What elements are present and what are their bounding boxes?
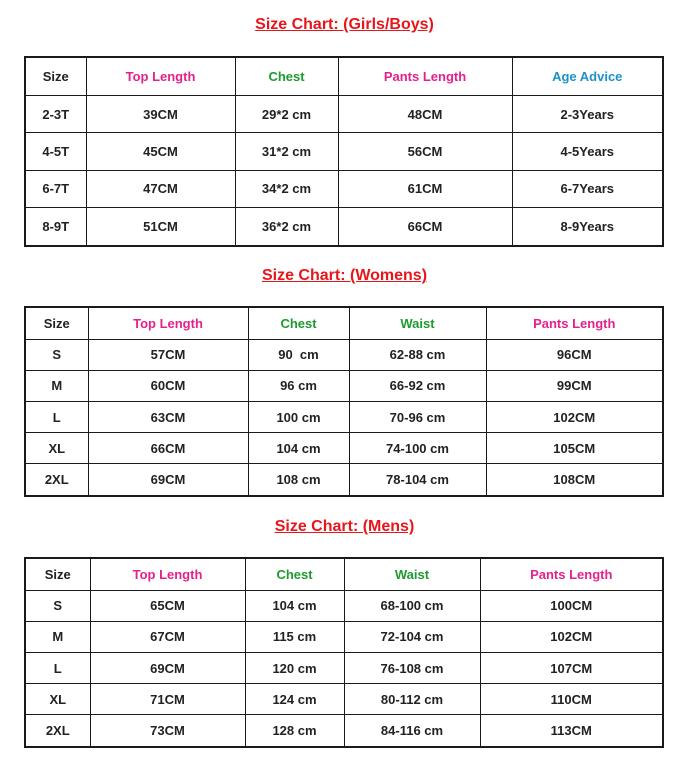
cell-size: 2-3T [25,96,86,133]
cell-top-length: 45CM [86,133,235,170]
cell-size: L [25,401,88,432]
cell-size: 4-5T [25,133,86,170]
cell-top-length: 63CM [88,401,248,432]
table-header-row [25,57,663,96]
header-waist: Waist [349,307,486,339]
cell-chest: 104 cm [245,590,344,621]
cell-pants-length: 56CM [338,133,512,170]
cell-pants-length: 110CM [480,684,663,715]
header-chest: Chest [245,558,344,590]
table-row [25,339,663,370]
cell-pants-length: 102CM [480,621,663,652]
table-row [25,170,663,207]
header-top-length: Top Length [90,558,245,590]
kids-size-table [24,56,664,247]
cell-waist: 80-112 cm [344,684,480,715]
table-row [25,401,663,432]
cell-size: XL [25,684,90,715]
kids-chart-title: Size Chart: (Girls/Boys) [255,16,434,33]
cell-size: S [25,590,90,621]
table-row [25,370,663,401]
header-pants-length: Pants Length [486,307,663,339]
cell-top-length: 47CM [86,170,235,207]
cell-chest: 124 cm [245,684,344,715]
cell-pants-length: 108CM [486,464,663,496]
cell-size: 6-7T [25,170,86,207]
header-age-advice: Age Advice [512,57,663,96]
cell-top-length: 65CM [90,590,245,621]
cell-chest: 104 cm [248,433,349,464]
cell-pants-length: 100CM [480,590,663,621]
table-row [25,464,663,496]
cell-age-advice: 4-5Years [512,133,663,170]
cell-top-length: 67CM [90,621,245,652]
cell-top-length: 69CM [88,464,248,496]
cell-waist: 84-116 cm [344,715,480,747]
cell-pants-length: 107CM [480,652,663,683]
header-chest: Chest [248,307,349,339]
cell-pants-length: 61CM [338,170,512,207]
cell-top-length: 71CM [90,684,245,715]
cell-chest: 29*2 cm [235,96,338,133]
cell-size: M [25,621,90,652]
table-row [25,207,663,246]
cell-age-advice: 6-7Years [512,170,663,207]
cell-size: 8-9T [25,207,86,246]
header-pants-length: Pants Length [480,558,663,590]
cell-chest: 120 cm [245,652,344,683]
header-size: Size [25,558,90,590]
cell-top-length: 73CM [90,715,245,747]
cell-top-length: 60CM [88,370,248,401]
cell-top-length: 66CM [88,433,248,464]
table-row [25,715,663,747]
cell-size: 2XL [25,464,88,496]
cell-waist: 72-104 cm [344,621,480,652]
cell-waist: 78-104 cm [349,464,486,496]
cell-chest: 128 cm [245,715,344,747]
cell-top-length: 51CM [86,207,235,246]
cell-chest: 31*2 cm [235,133,338,170]
cell-waist: 62-88 cm [349,339,486,370]
womens-size-table [24,306,664,497]
cell-size: XL [25,433,88,464]
header-size: Size [25,57,86,96]
cell-top-length: 39CM [86,96,235,133]
table-row [25,652,663,683]
header-top-length: Top Length [88,307,248,339]
cell-pants-length: 105CM [486,433,663,464]
womens-chart-title: Size Chart: (Womens) [261,267,428,284]
table-header-row [25,307,663,339]
mens-size-table [24,557,664,748]
cell-chest: 96 cm [248,370,349,401]
cell-top-length: 69CM [90,652,245,683]
cell-waist: 74-100 cm [349,433,486,464]
table-row [25,433,663,464]
header-top-length: Top Length [86,57,235,96]
header-waist: Waist [344,558,480,590]
cell-waist: 68-100 cm [344,590,480,621]
cell-age-advice: 2-3Years [512,96,663,133]
cell-pants-length: 102CM [486,401,663,432]
cell-waist: 66-92 cm [349,370,486,401]
cell-pants-length: 96CM [486,339,663,370]
cell-chest: 36*2 cm [235,207,338,246]
cell-chest: 100 cm [248,401,349,432]
cell-chest: 108 cm [248,464,349,496]
table-header-row [25,558,663,590]
table-row [25,133,663,170]
cell-size: 2XL [25,715,90,747]
cell-top-length: 57CM [88,339,248,370]
cell-size: S [25,339,88,370]
header-pants-length: Pants Length [338,57,512,96]
cell-age-advice: 8-9Years [512,207,663,246]
cell-chest: 34*2 cm [235,170,338,207]
cell-chest: 90 cm [248,339,349,370]
cell-pants-length: 48CM [338,96,512,133]
header-chest: Chest [235,57,338,96]
cell-chest: 115 cm [245,621,344,652]
table-row [25,96,663,133]
cell-pants-length: 99CM [486,370,663,401]
header-size: Size [25,307,88,339]
cell-pants-length: 113CM [480,715,663,747]
table-row [25,684,663,715]
table-row [25,590,663,621]
cell-pants-length: 66CM [338,207,512,246]
mens-chart-title: Size Chart: (Mens) [274,518,415,535]
cell-waist: 70-96 cm [349,401,486,432]
cell-waist: 76-108 cm [344,652,480,683]
cell-size: M [25,370,88,401]
table-row [25,621,663,652]
cell-size: L [25,652,90,683]
